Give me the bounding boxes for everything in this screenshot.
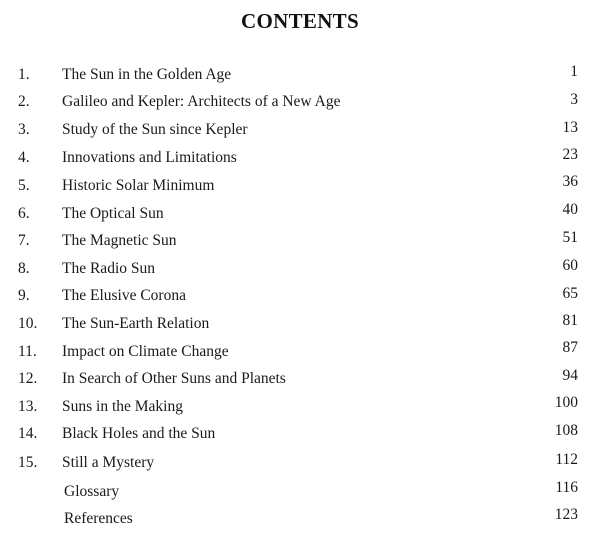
entry-number: 9.: [18, 287, 30, 304]
entry-page: 51: [562, 229, 578, 246]
entry-title: The Radio Sun: [62, 260, 155, 277]
entry-page: 1: [570, 63, 578, 80]
toc-entry: [0, 369, 600, 389]
entry-page: 94: [562, 367, 578, 384]
toc-entry: [0, 148, 600, 168]
toc-entry: [0, 286, 600, 306]
toc-entry: [0, 453, 600, 473]
toc-entry: [0, 394, 600, 417]
entry-number: 13.: [18, 398, 38, 415]
entry-number: 5.: [18, 177, 30, 194]
toc-entry: [0, 314, 600, 334]
entry-page: 23: [562, 146, 578, 163]
entry-number: 14.: [18, 425, 38, 442]
entry-title: The Magnetic Sun: [62, 232, 177, 249]
entry-title: Still a Mystery: [62, 454, 155, 471]
entry-page: 40: [562, 201, 578, 218]
entry-title: References: [64, 510, 133, 527]
toc-entry: [0, 506, 600, 529]
entry-page: 65: [562, 285, 578, 302]
entry-title: The Optical Sun: [62, 205, 164, 222]
entry-page: 81: [562, 312, 578, 329]
entry-page: 87: [562, 339, 578, 356]
entry-page: 100: [554, 394, 578, 411]
entry-title: The Sun in the Golden Age: [62, 66, 232, 83]
entry-page: 116: [555, 479, 578, 496]
entry-number: 3.: [18, 121, 30, 138]
entry-page: 3: [570, 91, 578, 108]
toc-entry: [0, 231, 600, 251]
toc-entry: [0, 479, 600, 502]
entry-page: 123: [554, 506, 578, 523]
entry-title: Suns in the Making: [62, 398, 183, 415]
toc-entry: [0, 92, 600, 112]
entry-number: 4.: [18, 149, 30, 166]
toc-entry: [0, 120, 600, 140]
toc-entry: [0, 201, 600, 224]
entry-number: 8.: [18, 260, 30, 277]
entry-number: 2.: [18, 93, 30, 110]
entry-title: Galileo and Kepler: Architects of a New Age: [62, 93, 341, 110]
page-title: CONTENTS: [241, 9, 359, 33]
entry-title: Innovations and Limitations: [62, 149, 237, 166]
entry-page: 112: [555, 451, 578, 468]
toc-entry: [0, 339, 600, 362]
entry-title: The Sun-Earth Relation: [62, 315, 210, 332]
entry-title: In Search of Other Suns and Planets: [62, 370, 286, 387]
toc-entry: [0, 424, 600, 444]
entry-title: Glossary: [64, 483, 120, 500]
entry-page: 60: [562, 257, 578, 274]
entry-page: 108: [554, 422, 578, 439]
entry-number: 10.: [18, 315, 38, 332]
entry-number: 1.: [18, 66, 30, 83]
entry-title: Historic Solar Minimum: [62, 177, 215, 194]
entry-number: 12.: [18, 370, 38, 387]
entry-title: The Elusive Corona: [62, 287, 186, 304]
entry-title: Study of the Sun since Kepler: [62, 121, 248, 138]
entry-page: 13: [562, 119, 578, 136]
entry-title: Impact on Climate Change: [62, 343, 229, 360]
entry-number: 15.: [18, 454, 38, 471]
toc-entry: [0, 173, 600, 196]
toc-entry: [0, 65, 600, 85]
entry-number: 7.: [18, 232, 30, 249]
entry-number: 6.: [18, 205, 30, 222]
toc-entry: [0, 259, 600, 279]
entry-title: Black Holes and the Sun: [62, 425, 216, 442]
entry-number: 11.: [18, 343, 37, 360]
entry-page: 36: [562, 173, 578, 190]
